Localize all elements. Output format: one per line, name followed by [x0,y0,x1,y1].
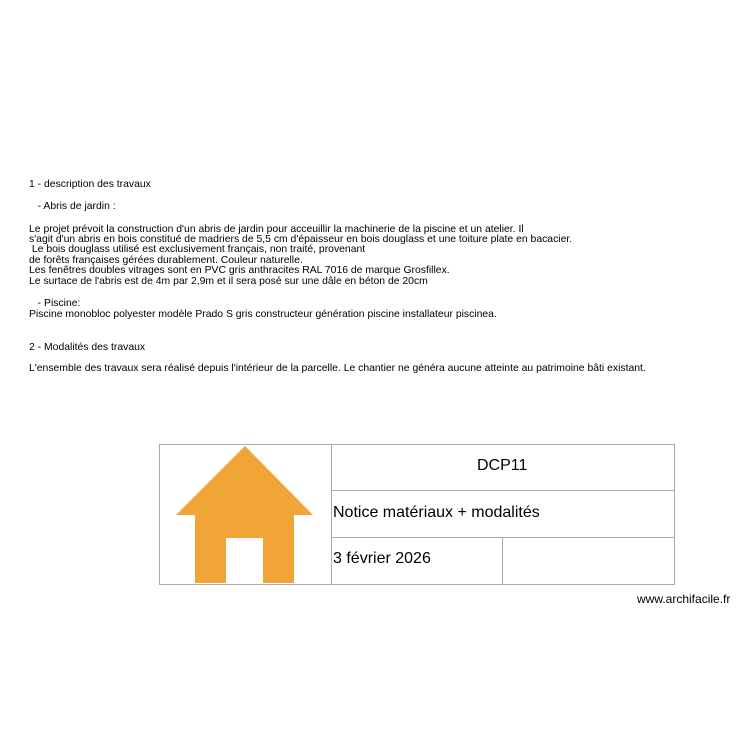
piscine-line: Piscine monobloc polyester modèle Prado S gris constructeur génération piscine installateur piscinea. [29,309,497,320]
logo-cell [159,444,332,585]
abris-line: Les fenêtres doubles vitrages sont en PVC gris anthracites RAL 7016 de marque Grosfillex. [29,265,450,276]
drawing-code: DCP11 [477,457,528,474]
section2-line: L'ensemble des travaux sera réalisé depuis l'intérieur de la parcelle. Le chantier ne généra aucune atteinte au patrimoine bâti existant. [29,363,646,374]
abris-line: Le bois douglass utilisé est exclusivement français, non traité, provenant [29,244,366,255]
section2-title: 2 - Modalités des travaux [29,342,146,353]
house-logo-icon [160,445,331,584]
abris-line: Le surtace de l'abris est de 4m par 2,9m et il sera posé sur une dâle en béton de 20cm [29,276,428,287]
piscine-heading: - Piscine: [29,298,81,309]
abris-line: Le projet prévoit la construction d'un abris de jardin pour acceuillir la machinerie de la piscine et un atelier. Il [29,224,524,235]
drawing-date: 3 février 2026 [333,550,431,567]
abris-line: s'agit d'un abris en bois constitué de madriers de 5,5 cm d'épaisseur en bois douglass et une toiture plate en bacacier. [29,234,573,245]
section1-title: 1 - description des travaux [29,179,151,190]
abris-line: de forêts françaises gérées durablement. Couleur naturelle. [29,255,303,266]
abris-heading: - Abris de jardin : [29,201,116,212]
drawing-title: Notice matériaux + modalités [333,504,540,521]
website-link[interactable]: www.archifacile.fr [637,592,731,606]
